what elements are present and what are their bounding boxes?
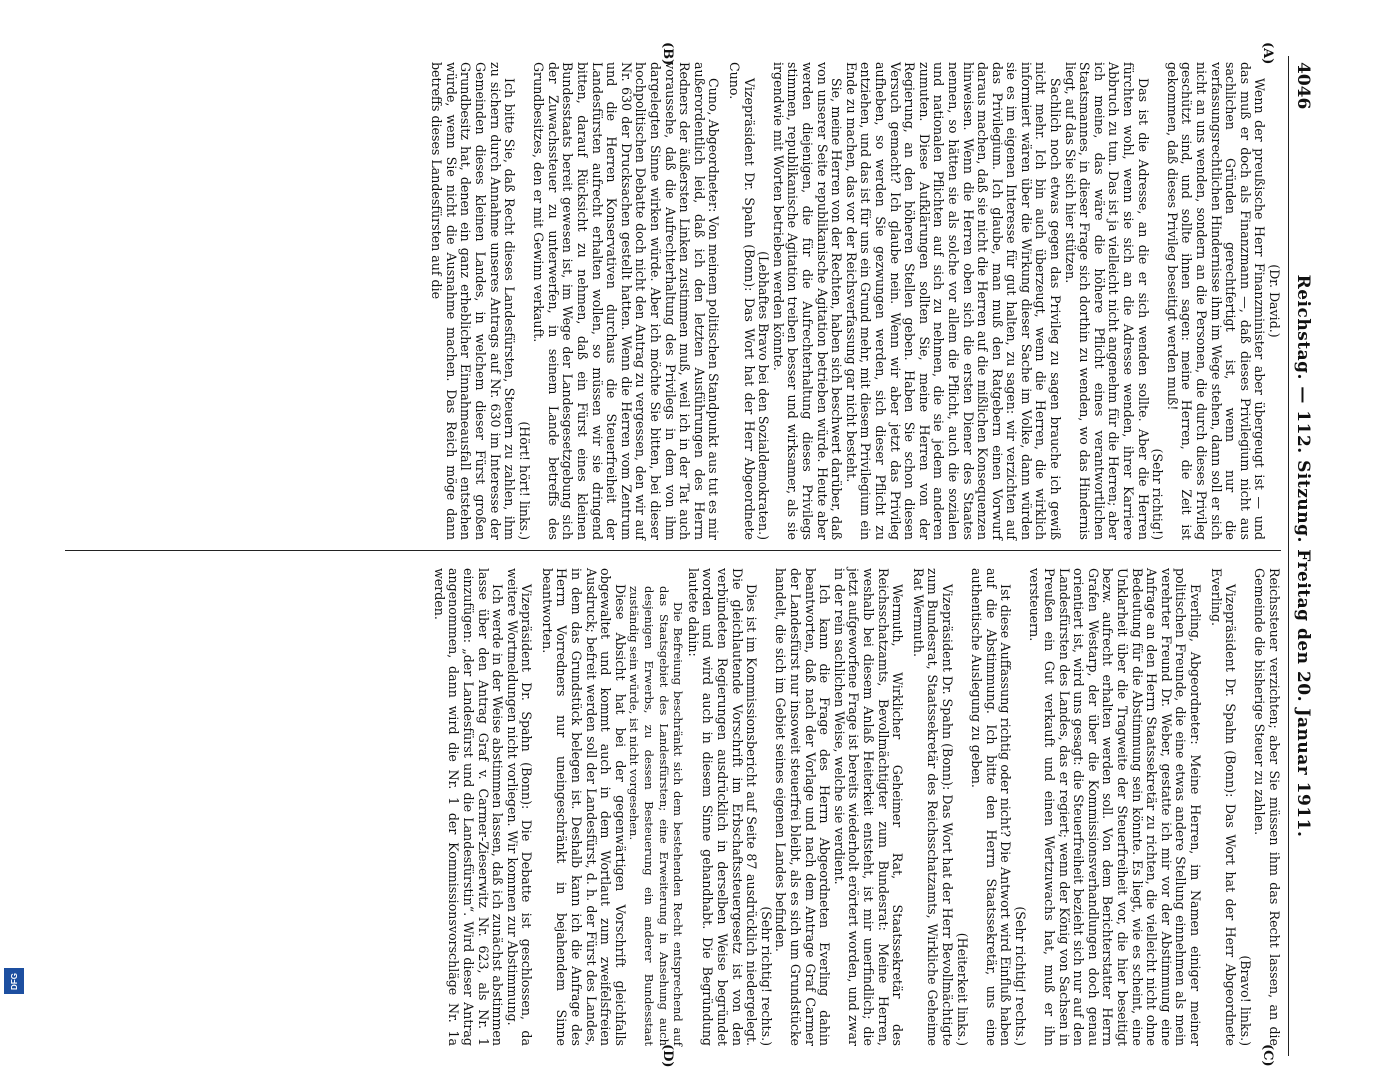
digitization-note [4, 4, 24, 1000]
paragraph: Vizepräsident Dr. Spahn (Bonn): Das Wort hat der Herr Bevollmächtigte zum Bundesrat, Staatssekretär des Reichsschatzamts, Wirkliche Geheime Rat Wermuth. [910, 568, 955, 1046]
margin-mark-a: (A) [1260, 42, 1275, 65]
reaction: (Heiterkeit links.) [954, 932, 970, 1046]
column-divider [65, 550, 1281, 551]
left-column [429, 62, 1281, 540]
paragraph: Vizepräsident Dr. Spahn (Bonn): Die Debatte ist geschlossen, da weitere Wortmeldungen nicht vorliegen. Wir kommen zur Abstimmung. [504, 568, 535, 1046]
paragraph: Ich bitte Sie, daß Recht dieses Landesfürsten, Steuern zu zahlen, ihm zu sichern durch Annahme unseres Antrags auf Nr. 630 im Interesse der Gemeinden dieses kleinen Landes, in welchem dieser Fürst großen Grundbesitz hat, denen ein ganz erheblicher Einnahmeausfall entstehen würde, wenn Sie nicht die Ausnahme machen. Das Reich möge dann betreffs dieses Landesfürsten auf die [429, 62, 518, 540]
paragraph: Everling, Abgeordneter: Meine Herren, im Namen einiger meiner politischen Freunde, die eine etwas andere Stellung einnehmen als mein verehrter Freund Dr. Weber, gestatte ich mir vor der Abstimmung eine Anfrage an den Herrn Staatssekretär zu richten, die vielleicht nicht ohne Bedeutung für die Abstimmung sein könnte. Es liegt, wie es scheint, eine Unklarheit über die Tragweite der Steuerfreiheit vor, die hier beseitigt bezw. aufrecht erhalten werden soll. Von dem Berichterstatter Herrn Grafen Westarp, der über die Kommissionsverhandlungen doch genau orientiert ist, wird uns gesagt: die Steuerfreiheit bezieht sich nur auf den Landesfürsten des Landes, das er regiert; wenn der König von Sachsen in Preußen ein Gut verkauft und einen Wertzuwachs hat, muß er ihn versteuern. [1027, 568, 1204, 1046]
paragraph: Das ist die Adresse, an die er sich wenden sollte. Aber die Herren fürchten wohl, wenn sie sich an die Adresse wenden, ihrer Karriere Abbruch zu tun. Das ist ja vielleicht nicht angenehm für die Herren; aber ich meine, das wäre die höhere Pflicht eines verantwortlichen Staatsmannes, in dieser Frage sich dorthin zu wenden, wo das Hindernis liegt, auf das Sie sich hier stützen. [1062, 62, 1151, 540]
speaker-note: (Dr. David.) [1267, 264, 1282, 338]
quotation: Die Befreiung beschränkt sich dem bestehenden Recht entsprechend auf das Staatsgebiet des Landesfürsten; eine Erweiterung in Ansehung auch desjenigen Erwerbs, zu dessen Besteuerung ein anderer Bundesstaat zuständig sein würde, ist nicht vorgesehen. [627, 586, 686, 1046]
paragraph: Ist diese Auffassung richtig oder nicht? Die Antwort wird Einfluß haben auf die Abstimmung. Ich bitte den Herrn Staatssekretär, uns eine authentische Auslegung zu geben. [969, 568, 1014, 1046]
paragraph: Ich werde in der Weise abstimmen lassen, daß ich zunächst abstimmen lasse über den Antrag Graf v. Carmer-Zieserwitz Nr. 623, als Nr. 1 einzufügen: „der Landesfürst und die Landesfürstin“. Wird dieser Antrag angenommen, dann wird die Nr. 1 der Kommissionsvorschläge Nr. 1a werden. [431, 568, 506, 1046]
digitization-note-text [0, 4, 4, 1000]
dfg-logo-text: DFG [9, 972, 19, 990]
reaction: (Hört! hört! links.) [516, 421, 532, 540]
dfg-logo [4, 968, 24, 994]
paragraph: Wermuth, Wirklicher Geheimer Rat, Staatssekretär des Reichsschatzamts, Bevollmächtigter zum Bundesrat: Meine Herren, weshalb bei diesem Anlaß Heiterkeit entsteht, ist mir unerfindlich; die jetzt aufgeworfene Frage ist bereits wiederholt erörtert worden, und zwar in der rein sachlichen Weise, welche sie verdient. [831, 568, 906, 1046]
paragraph: Vizepräsident Dr. Spahn (Bonn): Das Wort hat der Herr Abgeordnete Everling. [1208, 568, 1239, 1046]
paragraph: Ich kann die Frage des Herrn Abgeordneten Everling dahin beantworten, daß nach der Vorlage und nach dem Antrage Graf Carmer der Landesfürst nur insoweit steuerfrei bleibt, als es sich um Grundstücke handelt, die sich im Gebiet seines eigenen Landes befinden. [773, 568, 833, 1046]
margin-mark-b: (B) [660, 42, 675, 66]
page-title: Reichstag. — 112. Sitzung. Freitag den 20. Januar 1911. [1293, 274, 1313, 838]
document-page [65, 42, 1315, 1068]
margin-mark-d: (D) [660, 1044, 675, 1068]
paragraph: Reichssteuer verzichten; aber Sie müssen ihm das Recht lassen, an die Gemeinde die bisherige Steuer zu zahlen. [1252, 568, 1282, 1046]
reaction: (Sehr richtig! rechts.) [758, 906, 774, 1046]
right-column [431, 568, 1281, 1046]
page-header [1288, 56, 1315, 1056]
reaction: (Sehr richtig!) [1150, 448, 1166, 540]
reaction: (Sehr richtig! rechts.) [1012, 906, 1028, 1046]
paragraph: Wenn der preußische Herr Finanzminister aber übergeugt ist — und das muß er doch als Finanzmann —, daß dieses Privilegium nicht aus sachlichen Gründen gerechtfertigt ist, wenn nur die verfassungsrechtlichen Hindernisse ihm im Wege stehen, dann soll er sich nicht an uns wenden, sondern an die Personen, die durch dieses Privileg geschützt sind, und sollte ihnen sagen: meine Herren, die Zeit ist gekommen, daß dieses Privileg beseitigt werden muß! [1164, 62, 1268, 540]
paragraph: Vizepräsident Dr. Spahn (Bonn): Das Wort hat der Herr Abgeordnete Cuno. [727, 62, 757, 540]
paragraph: Diese Absicht hat bei der gegenwärtigen Vorschrift gleichfalls obgewaltet und kommt auch in dem Wortlaut zum zweifelsfreien Ausdruck; befreit werden soll der Landesfürst, d. h. der Fürst des Landes, in dem das Grundstück belegen ist. Deshalb kann ich die Anfrage des Herrn Vorredners nur uneingeschränkt in bejahendem Sinne beantworten. [539, 568, 628, 1046]
paragraph: Cuno, Abgeordneter: Von meinem politischen Standpunkt aus tut es mir außerordentlich leid, daß ich den letzten Ausführungen des Herrn Redners der äußersten Linken zustimmen muß, weil ich in der Tat auch voraussehe, daß die Aufrechterhaltung des Privilegs in dem von ihm dargelegten Sinne wirken würde. Aber ich möchte Sie bitten, bei dieser hochpolitischen Debatte doch nicht den Antrag zu vergessen, den wir auf Nr. 630 der Drucksachen gestellt hatten. Wenn die Herren vom Zentrum und die Herren Konservativen durchaus die Steuerfreiheit der Landesfürsten aufrecht erhalten wollen, so müssen wir sie dringend bitten, darauf Rücksicht zu nehmen, daß ein Fürst eines kleinen Bundesstaats bereit gewesen ist, im Wege der Landesgesetzgebung sich der Zuwachssteuer zu unterwerfen, in seinem Lande betreffs des Grundbesitzes, den er mit Gewinn verkauft. [531, 62, 722, 540]
paragraph: Sie, meine Herren von der Rechten, haben sich beschwert darüber, daß von unserer Seite republikanische Agitation betrieben würde. Heute aber werden diejenigen, die für die Aufrechterhaltung dieses Privilegs stimmen, republikanische Agitation treiben besser und wirksamer, als sie irgendwie mit Worten betrieben werden könnte. [770, 62, 845, 540]
margin-mark-c: (C) [1260, 1044, 1275, 1067]
paragraph: Sachlich noch etwas gegen das Privileg zu sagen brauche ich gewiß nicht mehr. Ich bin auch überzeugt, wenn die Herren, die wirklich informiert wären über die Wirkung dieser Sache im Volke, dann würden sie es im eigenen Interesse für gut halten, zu sagen: wir verzichten auf das Privilegium. Ich glaube, man muß den Ratgebern einen Vorwurf daraus machen, daß sie nicht die Herren auf die mißlichen Konsequenzen hinweisen. Wenn die Herren oben sich die ersten Diener des Staates nennen, so hätten sie als solche vor allem die Pflicht, auch die sozialen und nationalen Pflichten auf sich zu nehmen, die sie jedem anderen zumuten. Diese Aufklärungen sollten Sie, meine Herren von der Regierung, an den höheren Stellen geben. Haben Sie schon diesen Versuch gemacht? Ich glaube nein. Wenn wir aber jetzt das Privileg aufheben, so werden Sie gezwungen werden, sich dieser Pflicht zu entziehen, und das ist für uns ein Grund mehr, mit diesem Privilegium ein Ende zu machen, das vor der Reichsverfassung gar nicht besteht. [843, 62, 1064, 540]
paragraph: Dies ist im Kommissionsbericht auf Seite 87 ausdrücklich niedergelegt. Die gleichlautende Vorschrift im Erbschaftssteuergesetz ist von den verbündeten Regierungen ausdrücklich in derselben Weise begründet worden und wird auch in diesem Sinne gehandhabt. Die Begründung lautete dahin: [685, 568, 760, 1046]
reaction: (Lebhaftes Bravo bei den Sozialdemokraten.) [756, 251, 772, 540]
reaction: (Bravo! links.) [1237, 955, 1253, 1046]
page-number: 4046 [1293, 62, 1313, 110]
